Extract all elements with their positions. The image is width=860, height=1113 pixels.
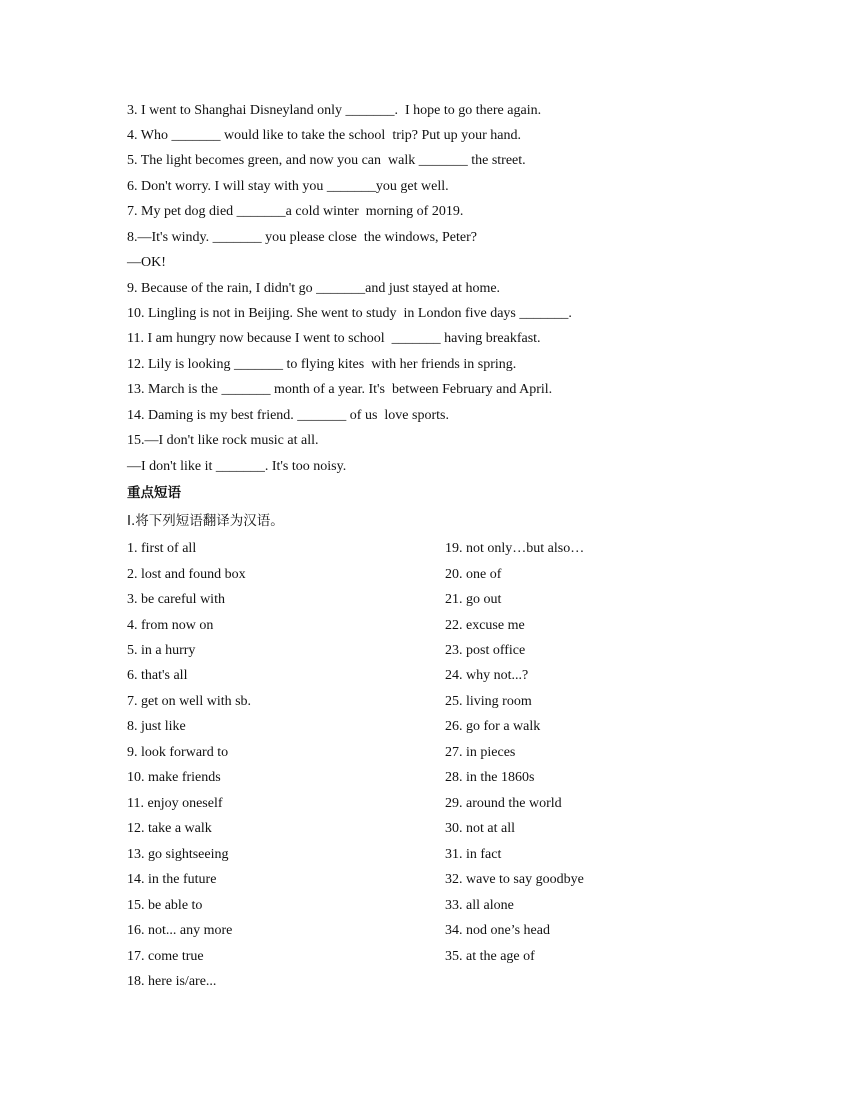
exercise-line-12: 12. Lily is looking _______ to flying kites with her friends in spring. — [127, 357, 517, 372]
phrase-item: 9. look forward to — [127, 745, 229, 760]
exercise-line-3: 3. I went to Shanghai Disneyland only _______. I hope to go there again. — [127, 103, 542, 118]
phrase-item: 22. excuse me — [445, 618, 525, 633]
exercise-line-15-answer: —I don't like it _______. It's too noisy. — [127, 459, 347, 474]
phrase-item: 20. one of — [445, 567, 502, 582]
phrase-item: 23. post office — [445, 643, 526, 658]
exercise-line-14: 14. Daming is my best friend. _______ of us love sports. — [127, 408, 449, 423]
exercise-line-7: 7. My pet dog died _______a cold winter morning of 2019. — [127, 204, 464, 219]
phrase-item: 3. be careful with — [127, 592, 225, 607]
phrase-item: 16. not... any more — [127, 923, 233, 938]
phrase-item: 30. not at all — [445, 821, 515, 836]
phrase-item: 12. take a walk — [127, 821, 212, 836]
phrase-item: 25. living room — [445, 694, 532, 709]
phrase-item: 6. that's all — [127, 668, 188, 683]
phrase-item: 29. around the world — [445, 796, 562, 811]
phrase-item: 1. first of all — [127, 541, 197, 556]
phrase-item: 26. go for a walk — [445, 719, 541, 734]
phrase-item: 5. in a hurry — [127, 643, 196, 658]
exercise-line-15: 15.—I don't like rock music at all. — [127, 433, 319, 448]
phrase-item: 28. in the 1860s — [445, 770, 535, 785]
phrase-item: 8. just like — [127, 719, 186, 734]
section-heading: 重点短语 — [127, 485, 181, 501]
exercise-line-4: 4. Who _______ would like to take the school trip? Put up your hand. — [127, 128, 522, 143]
phrase-item: 31. in fact — [445, 847, 502, 862]
exercise-line-11: 11. I am hungry now because I went to school _______ having breakfast. — [127, 331, 541, 346]
exercise-line-8-answer: —OK! — [127, 255, 166, 270]
exercise-line-8: 8.—It's windy. _______ you please close the windows, Peter? — [127, 230, 477, 245]
phrase-item: 24. why not...? — [445, 668, 529, 683]
exercise-line-10: 10. Lingling is not in Beijing. She went to study in London five days _______. — [127, 306, 572, 321]
phrase-item: 13. go sightseeing — [127, 847, 229, 862]
phrase-item: 14. in the future — [127, 872, 217, 887]
exercise-line-5: 5. The light becomes green, and now you can walk _______ the street. — [127, 153, 526, 168]
phrase-item: 18. here is/are... — [127, 974, 217, 989]
phrase-item: 34. nod one’s head — [445, 923, 550, 938]
section-instruction: I.将下列短语翻译为汉语。 — [127, 513, 284, 529]
phrase-item: 32. wave to say goodbye — [445, 872, 584, 887]
phrase-item: 7. get on well with sb. — [127, 694, 252, 709]
phrase-item: 21. go out — [445, 592, 502, 607]
phrase-item: 19. not only…but also… — [445, 541, 585, 556]
phrase-item: 35. at the age of — [445, 949, 535, 964]
phrase-item: 2. lost and found box — [127, 567, 246, 582]
exercise-line-13: 13. March is the _______ month of a year. It's between February and April. — [127, 382, 553, 397]
phrase-item: 17. come true — [127, 949, 204, 964]
phrase-item: 15. be able to — [127, 898, 203, 913]
phrase-item: 33. all alone — [445, 898, 514, 913]
phrase-item: 10. make friends — [127, 770, 221, 785]
exercise-line-6: 6. Don't worry. I will stay with you _______you get well. — [127, 179, 449, 194]
phrase-item: 4. from now on — [127, 618, 214, 633]
exercise-line-9: 9. Because of the rain, I didn't go _______and just stayed at home. — [127, 281, 501, 296]
phrase-item: 11. enjoy oneself — [127, 796, 223, 811]
phrase-item: 27. in pieces — [445, 745, 516, 760]
